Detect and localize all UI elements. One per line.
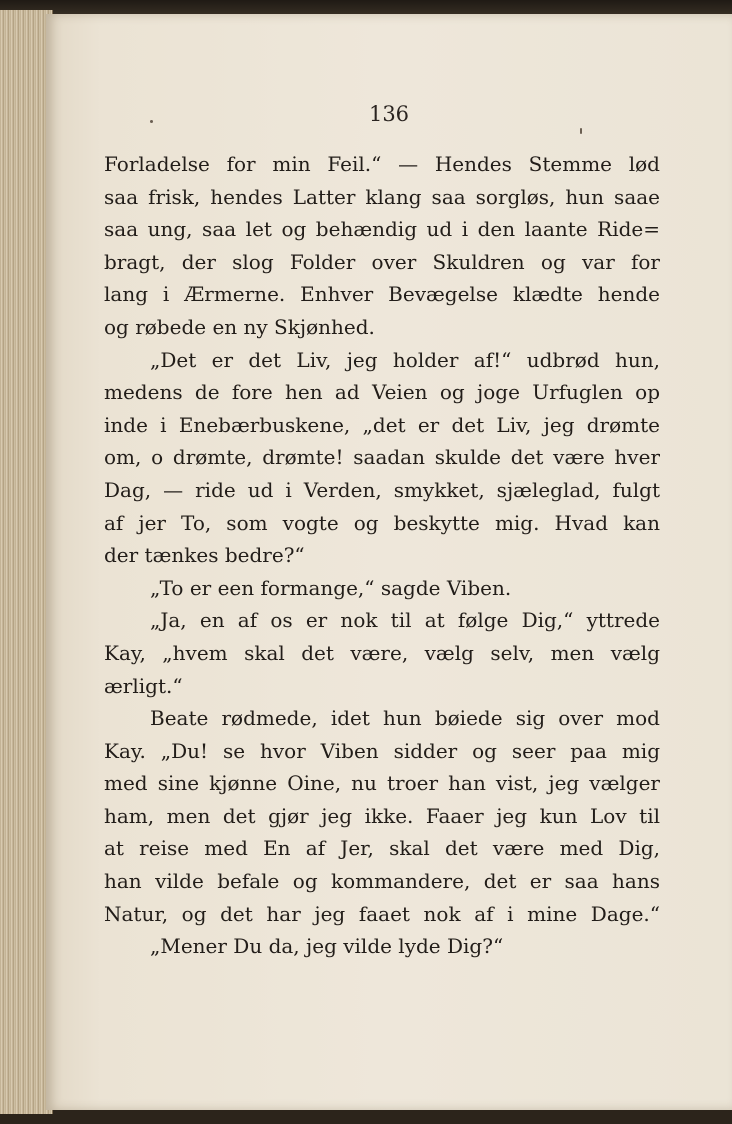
text-line: at reise med En af Jer, skal det være med Dig,	[104, 836, 660, 861]
text-line: lang i Ærmerne. Enhver Bevægelse klædte hende	[104, 282, 660, 307]
text-line: med sine kjønne Oine, nu troer han vist, jeg vælger	[104, 771, 660, 796]
page-number: 136	[368, 102, 410, 126]
text-line: Beate rødmede, idet hun bøiede sig over mod	[150, 706, 660, 731]
text-line: af jer To, som vogte og beskytte mig. Hvad kan	[104, 510, 660, 535]
text-line: medens de fore hen ad Veien og joge Urfuglen op	[104, 380, 660, 405]
text-line: saa frisk, hendes Latter klang saa sorgløs, hun saae	[104, 184, 660, 209]
text-line: Kay, „hvem skal det være, vælg selv, men vælg	[104, 640, 660, 665]
text-line: „Ja, en af os er nok til at følge Dig,“ yttrede	[150, 608, 660, 633]
text-line: inde i Enebærbuskene, „det er det Liv, jeg drømte	[104, 412, 660, 437]
text-line: Dag, — ride ud i Verden, smykket, sjæleglad, fulgt	[104, 477, 660, 502]
text-line: ham, men det gjør jeg ikke. Faaer jeg kun Lov til	[104, 803, 660, 828]
text-line: „To er een formange,“ sagde Viben.	[150, 575, 512, 600]
text-line: bragt, der slog Folder over Skuldren og var for	[104, 249, 660, 274]
text-line: Kay. „Du! se hvor Viben sidder og seer paa mig	[104, 738, 660, 763]
text-line: ærligt.“	[104, 673, 183, 698]
paper-speck	[580, 128, 582, 134]
text-line: Forladelse for min Feil.“ — Hendes Stemme lød	[104, 152, 660, 176]
text-line: om, o drømte, drømte! saadan skulde det være hver	[104, 445, 660, 470]
text-line: saa ung, saa let og behændig ud i den laante Ride=	[104, 217, 660, 242]
text-line: og røbede en ny Skjønhed.	[104, 314, 375, 339]
text-line: Natur, og det har jeg faaet nok af i mine Dage.“	[104, 901, 660, 926]
text-line: „Det er det Liv, jeg holder af!“ udbrød hun,	[150, 347, 660, 372]
text-line: „Mener Du da, jeg vilde lyde Dig?“	[150, 934, 504, 959]
body-text	[104, 148, 660, 963]
text-line: der tænkes bedre?“	[104, 543, 305, 568]
text-line: han vilde befale og kommandere, det er saa hans	[104, 869, 660, 894]
